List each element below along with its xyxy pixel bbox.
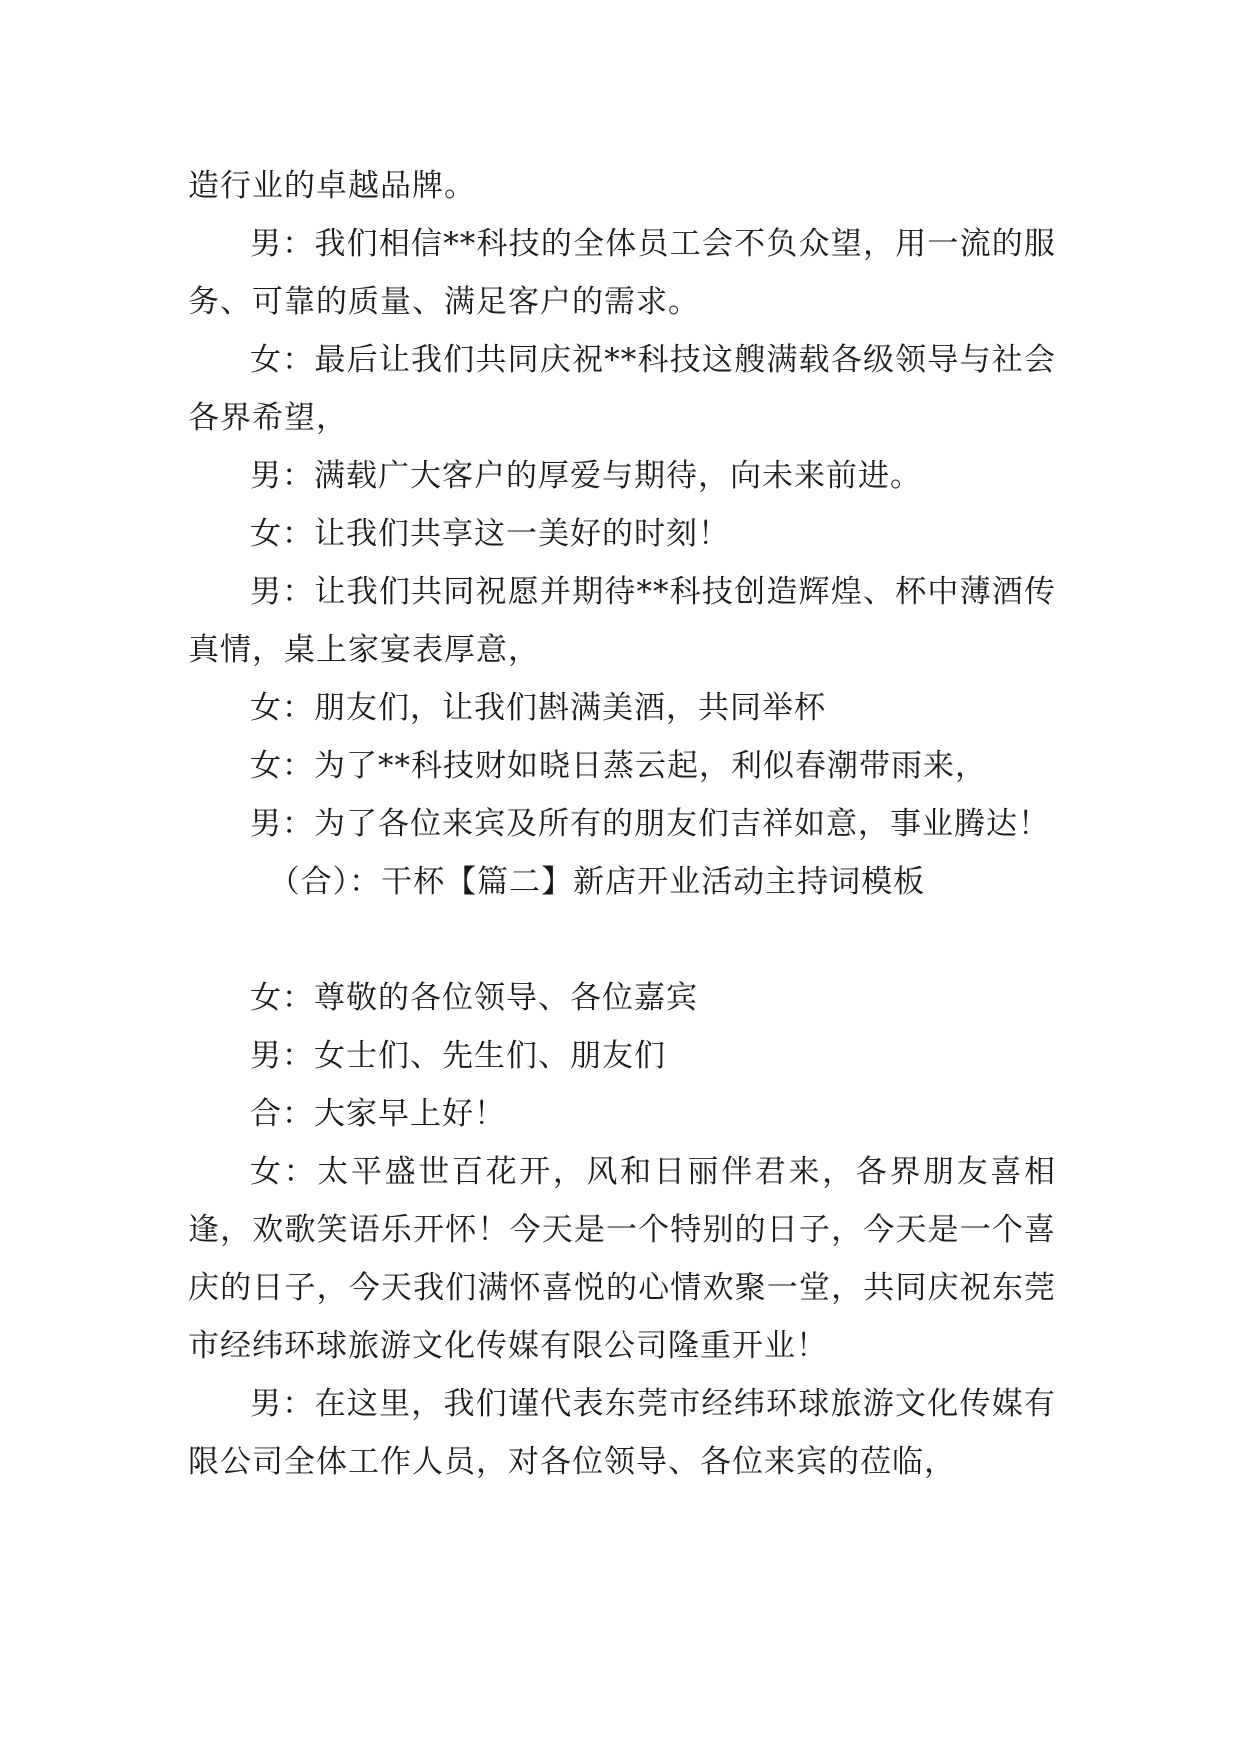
document-body [188, 157, 1056, 1491]
paragraph-8: 女：为了**科技财如晓日蒸云起，利似春潮带雨来， [250, 748, 987, 784]
blank-line [188, 911, 1056, 969]
paragraph-11: 女：尊敬的各位领导、各位嘉宾 [250, 980, 698, 1016]
paragraph-3: 女：最后让我们共同庆祝**科技这艘满载各级领导与社会各界希望， [188, 342, 1056, 436]
paragraph-14: 女：太平盛世百花开，风和日丽伴君来，各界朋友喜相逢，欢歌笑语乐开怀！今天是一个特别的日子，今天是一个喜庆的日子，今天我们满怀喜悦的心情欢聚一堂，共同庆祝东莞市经纬环球旅游文化传媒有限公司隆重开业！ [188, 1154, 1056, 1364]
paragraph-5: 女：让我们共享这一美好的时刻！ [250, 516, 730, 552]
paragraph-9: 男：为了各位来宾及所有的朋友们吉祥如意，事业腾达！ [250, 806, 1050, 842]
paragraph-15: 男：在这里，我们谨代表东莞市经纬环球旅游文化传媒有限公司全体工作人员，对各位领导、各位来宾的莅临， [188, 1386, 1056, 1480]
paragraph-13: 合：大家早上好！ [250, 1096, 506, 1132]
paragraph-2: 男：我们相信**科技的全体员工会不负众望，用一流的服务、可靠的质量、满足客户的需求。 [188, 226, 1056, 320]
paragraph-7: 女：朋友们，让我们斟满美酒，共同举杯 [250, 690, 826, 726]
paragraph-4: 男：满载广大客户的厚爱与期待，向未来前进。 [250, 458, 922, 494]
paragraph-1: 造行业的卓越品牌。 [188, 168, 476, 204]
section-heading: （合）：干杯【篇二】新店开业活动主持词模板 [268, 864, 926, 900]
paragraph-6: 男：让我们共同祝愿并期待**科技创造辉煌、杯中薄酒传真情，桌上家宴表厚意， [188, 574, 1056, 668]
paragraph-12: 男：女士们、先生们、朋友们 [250, 1038, 666, 1074]
